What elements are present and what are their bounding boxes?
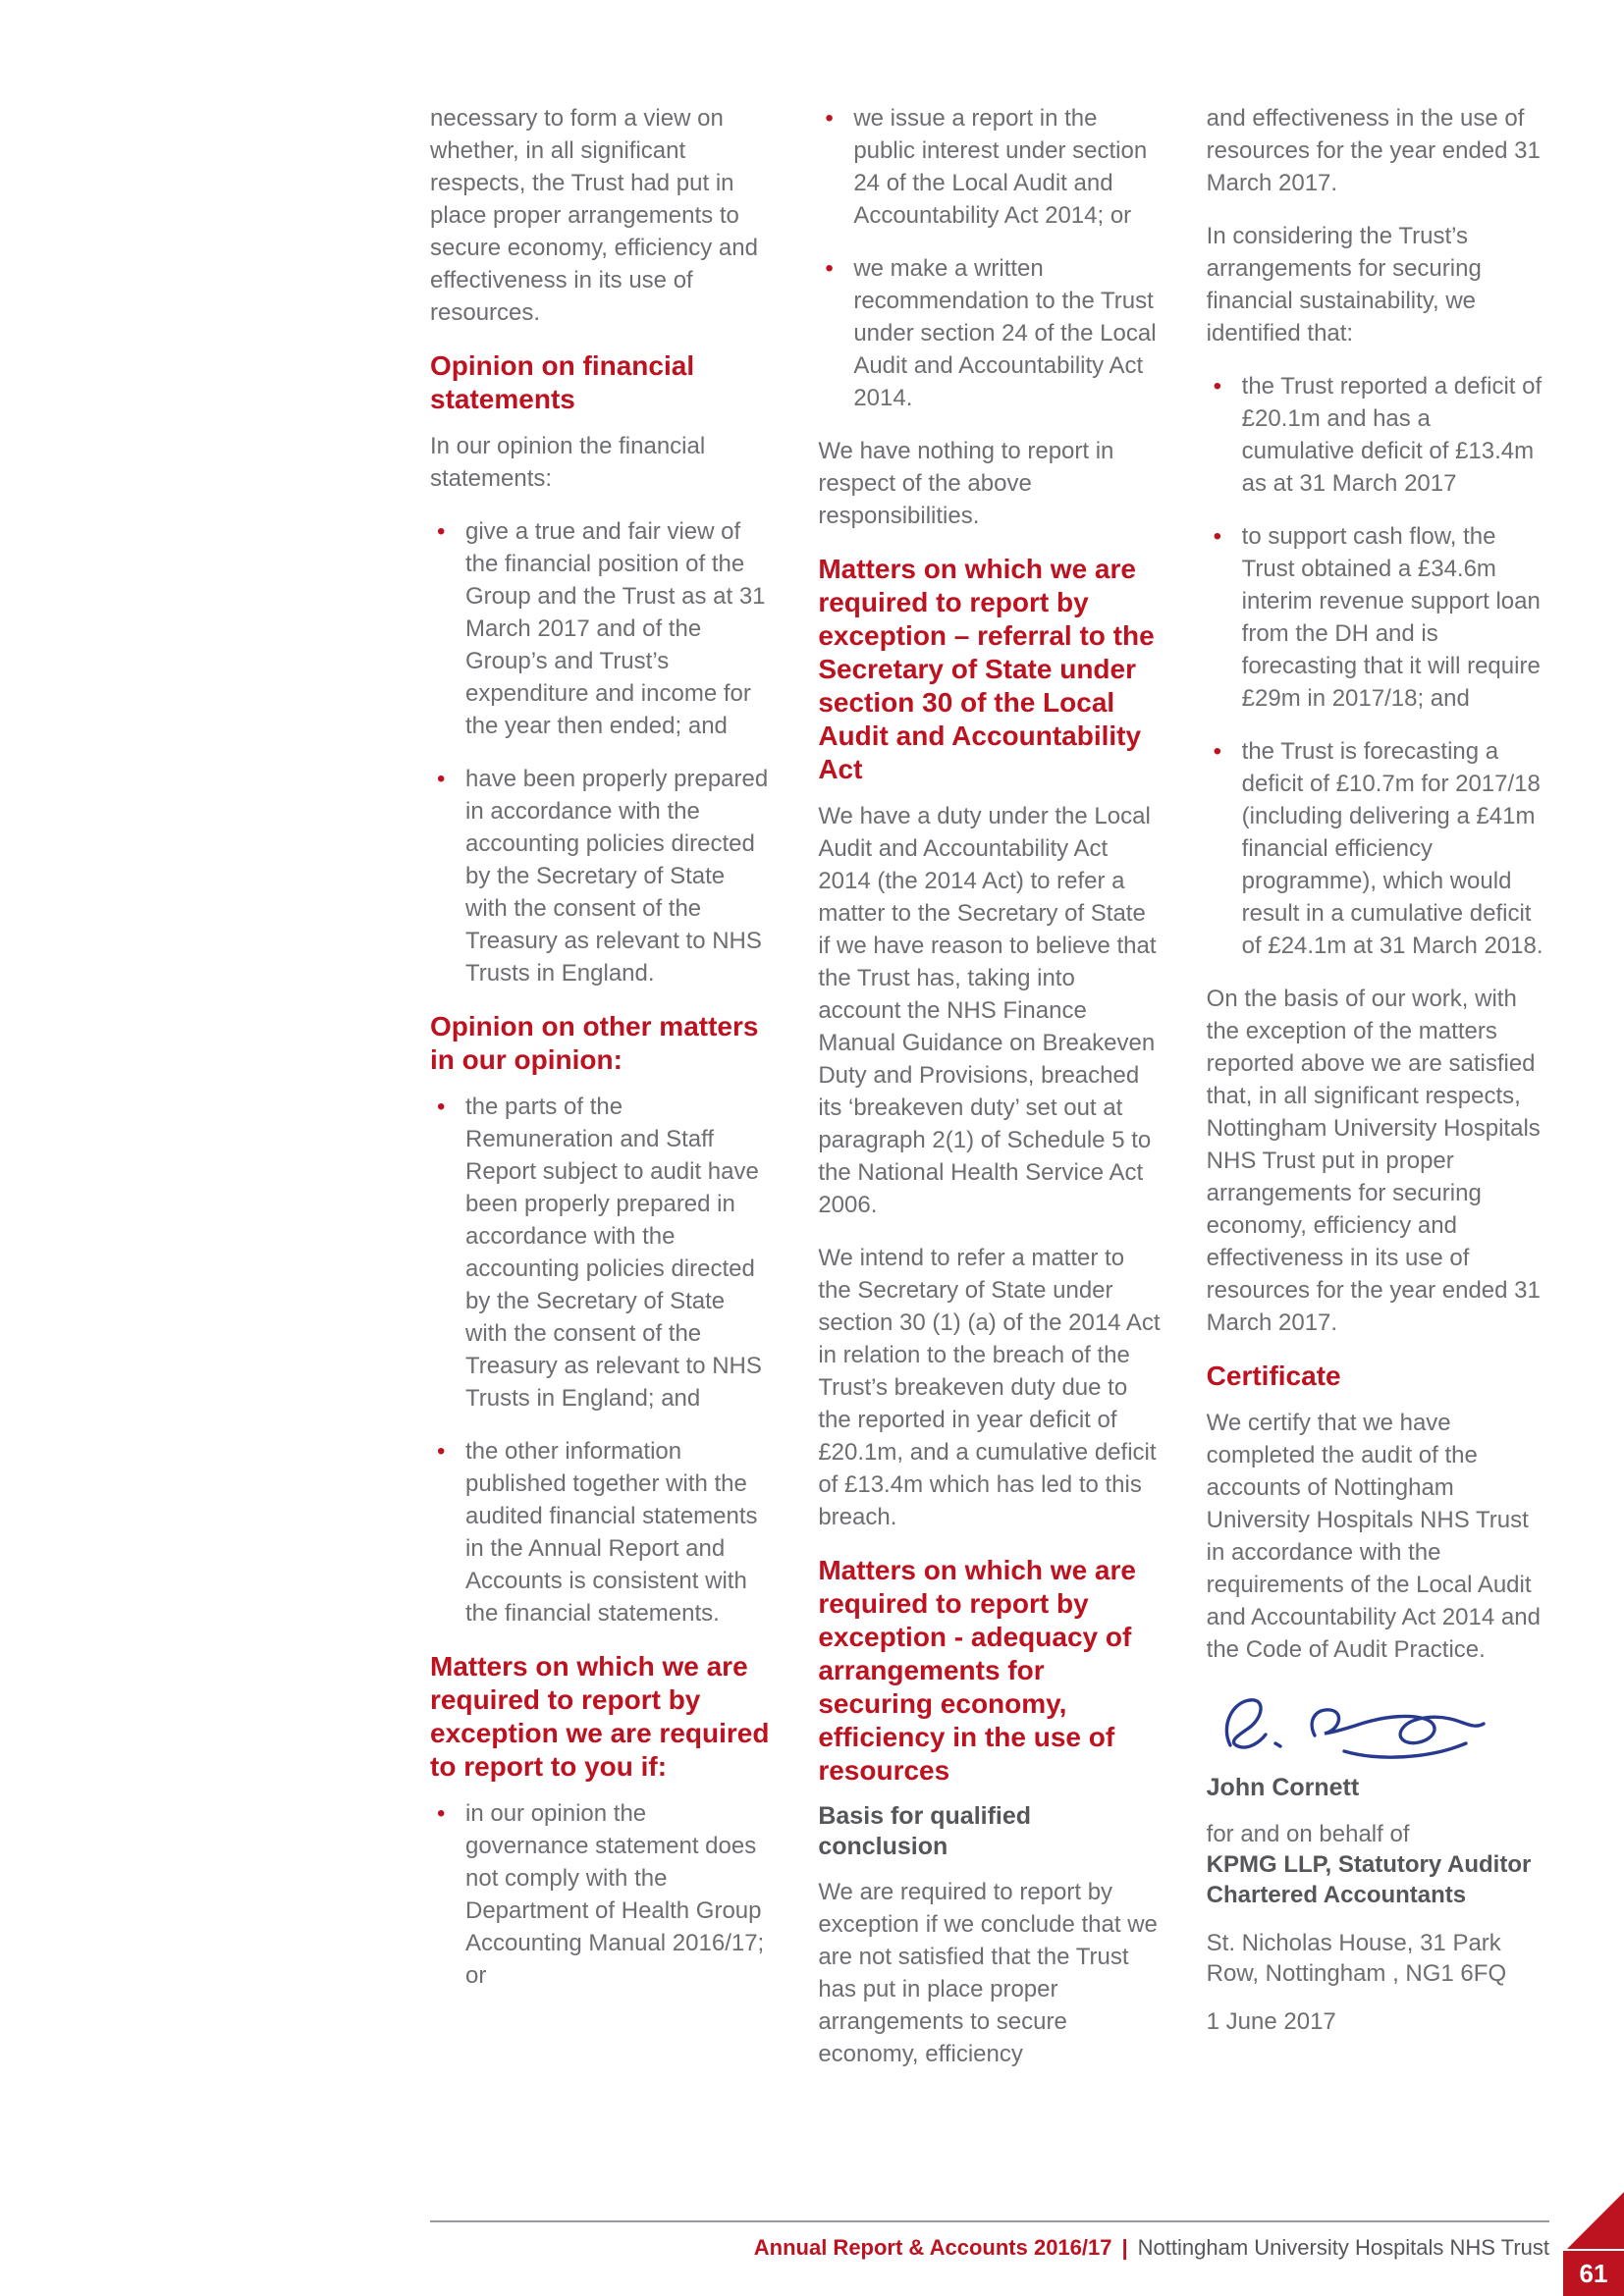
bullet-icon: • bbox=[437, 1438, 446, 1465]
footer-report-title: Annual Report & Accounts 2016/17 bbox=[753, 2235, 1112, 2260]
page-number: 61 bbox=[1563, 2251, 1624, 2296]
bullet-item bbox=[818, 102, 1161, 232]
bullet-item bbox=[818, 252, 1161, 414]
bullet-item bbox=[430, 515, 773, 742]
column-1 bbox=[430, 102, 773, 2091]
bullet-text: have been properly prepared in accordance with the accounting policies directed by the Secretary of State with the consent of the Treasury as relevant to NHS Trusts in England. bbox=[465, 766, 769, 987]
signature-date: 1 June 2017 bbox=[1206, 2008, 1336, 2035]
bullet-text: to support cash flow, the Trust obtained a £34.6m interim revenue support loan from the DH and is forecasting that it will require £29m in 2017/18; and bbox=[1241, 523, 1541, 712]
bullet-icon: • bbox=[437, 766, 446, 792]
column-2 bbox=[818, 102, 1161, 2091]
bullet-text: we issue a report in the public interest under section 24 of the Local Audit and Accountability Act 2014; or bbox=[853, 105, 1148, 229]
paragraph: In our opinion the financial statements: bbox=[430, 433, 706, 492]
heading-opinion-financial-statements: Opinion on financial statements bbox=[430, 350, 695, 414]
bullet-item bbox=[1207, 520, 1549, 715]
subheading-basis-qualified-conclusion: Basis for qualified conclusion bbox=[818, 1802, 1032, 1860]
firm-address: St. Nicholas House, 31 Park Row, Nottingham , NG1 6FQ bbox=[1206, 1930, 1507, 1987]
signature-block bbox=[1207, 1686, 1549, 2037]
heading-matters-report-exception: Matters on which we are required to report by exception we are required to report to you if: bbox=[430, 1651, 770, 1782]
bullet-icon: • bbox=[1213, 523, 1222, 550]
bullet-icon: • bbox=[437, 518, 446, 545]
paragraph: We have nothing to report in respect of the above responsibilities. bbox=[818, 438, 1114, 529]
bullet-item bbox=[1207, 370, 1549, 500]
bullet-icon: • bbox=[437, 1094, 446, 1120]
bullet-item bbox=[430, 763, 773, 989]
heading-opinion-other-matters: Opinion on other matters in our opinion: bbox=[430, 1011, 759, 1075]
content-columns bbox=[430, 102, 1549, 2091]
bullet-icon: • bbox=[1213, 373, 1222, 400]
firm-block bbox=[1207, 1849, 1549, 1910]
paragraph: necessary to form a view on whether, in all significant respects, the Trust had put in place proper arrangements to secure economy, efficiency and effectiveness in its use of resources. bbox=[430, 105, 758, 326]
bullet-icon: • bbox=[437, 1800, 446, 1827]
paragraph: We certify that we have completed the audit of the accounts of Nottingham University Hospitals NHS Trust in accordance with the requirements of the Local Audit and Accountability Act 2014 and the Code of Audit Practice. bbox=[1206, 1410, 1541, 1663]
signatory-name: John Cornett bbox=[1206, 1774, 1360, 1801]
footer-org-name: Nottingham University Hospitals NHS Trust bbox=[1137, 2235, 1549, 2260]
footer-divider: | bbox=[1121, 2235, 1128, 2260]
bullet-item bbox=[430, 1435, 773, 1629]
paragraph: In considering the Trust’s arrangements for securing financial sustainability, we identified that: bbox=[1206, 223, 1482, 347]
heading-referral-secretary-of-state: Matters on which we are required to report by exception – referral to the Secretary of State under section 30 of the Local Audit and Accountability Act bbox=[818, 554, 1155, 784]
bullet-text: we make a written recommendation to the Trust under section 24 of the Local Audit and Accountability Act 2014. bbox=[853, 255, 1157, 411]
bullet-text: the parts of the Remuneration and Staff Report subject to audit have been properly prepared in accordance with the accounting policies directed by the Secretary of State with the consent of the Treasury as relevant to NHS Trusts in England; and bbox=[465, 1094, 762, 1412]
bullet-icon: • bbox=[825, 105, 834, 132]
bullet-item bbox=[1207, 735, 1549, 962]
bullet-text: the Trust is forecasting a deficit of £10.7m for 2017/18 (including delivering a £41m financial efficiency programme), which would result in a cumulative deficit of £24.1m at 31 March 2018. bbox=[1241, 738, 1543, 959]
bullet-text: the Trust reported a deficit of £20.1m and has a cumulative deficit of £13.4m as at 31 March 2017 bbox=[1241, 373, 1543, 497]
bullet-text: the other information published together with the audited financial statements in the Annual Report and Accounts is consistent with the financial statements. bbox=[465, 1438, 758, 1627]
column-3 bbox=[1207, 102, 1549, 2091]
bullet-icon: • bbox=[825, 255, 834, 282]
paragraph: We intend to refer a matter to the Secretary of State under section 30 (1) (a) of the 2014 Act in relation to the breach of the Trust’s breakeven duty due to the reported in year deficit of £20.1m, and a cumulative deficit of £13.4m which has led to this breach. bbox=[818, 1245, 1161, 1530]
bullet-text: in our opinion the governance statement does not comply with the Department of Health Group Accounting Manual 2016/17; or bbox=[465, 1800, 765, 1989]
footer-rule bbox=[430, 2220, 1549, 2222]
footer bbox=[430, 2234, 1549, 2262]
paragraph: and effectiveness in the use of resources for the year ended 31 March 2017. bbox=[1206, 105, 1541, 196]
paragraph: We are required to report by exception if we conclude that we are not satisfied that the Trust has put in place proper arrangements to secure economy, efficiency bbox=[818, 1879, 1158, 2067]
firm-name: KPMG LLP, Statutory Auditor bbox=[1206, 1851, 1532, 1878]
bullet-icon: • bbox=[1213, 738, 1222, 765]
heading-certificate: Certificate bbox=[1206, 1361, 1341, 1391]
bullet-text: give a true and fair view of the financial position of the Group and the Trust as at 31 March 2017 and of the Group’s and Trust’s expenditure and income for the year then ended; and bbox=[465, 518, 766, 739]
heading-adequacy-of-arrangements: Matters on which we are required to report by exception - adequacy of arrangements for securing economy, efficiency in the use of resources bbox=[818, 1555, 1136, 1786]
bullet-item bbox=[430, 1797, 773, 1992]
on-behalf-text: for and on behalf of bbox=[1206, 1821, 1410, 1847]
firm-type: Chartered Accountants bbox=[1206, 1882, 1467, 1908]
bullet-item bbox=[430, 1091, 773, 1415]
corner-triangle bbox=[1567, 2192, 1624, 2249]
paragraph: We have a duty under the Local Audit and Accountability Act 2014 (the 2014 Act) to refer a matter to the Secretary of State if we have reason to believe that the Trust has, taking into account the NHS Finance Manual Guidance on Breakeven Duty and Provisions, breached its ‘breakeven duty’ set out at paragraph 2(1) of Schedule 5 to the National Health Service Act 2006. bbox=[818, 803, 1157, 1218]
signature-image bbox=[1207, 1686, 1501, 1769]
paragraph: On the basis of our work, with the exception of the matters reported above we are satisfied that, in all significant respects, Nottingham University Hospitals NHS Trust put in proper arrangements for securing economy, efficiency and effectiveness in its use of resources for the year ended 31 March 2017. bbox=[1206, 986, 1541, 1336]
